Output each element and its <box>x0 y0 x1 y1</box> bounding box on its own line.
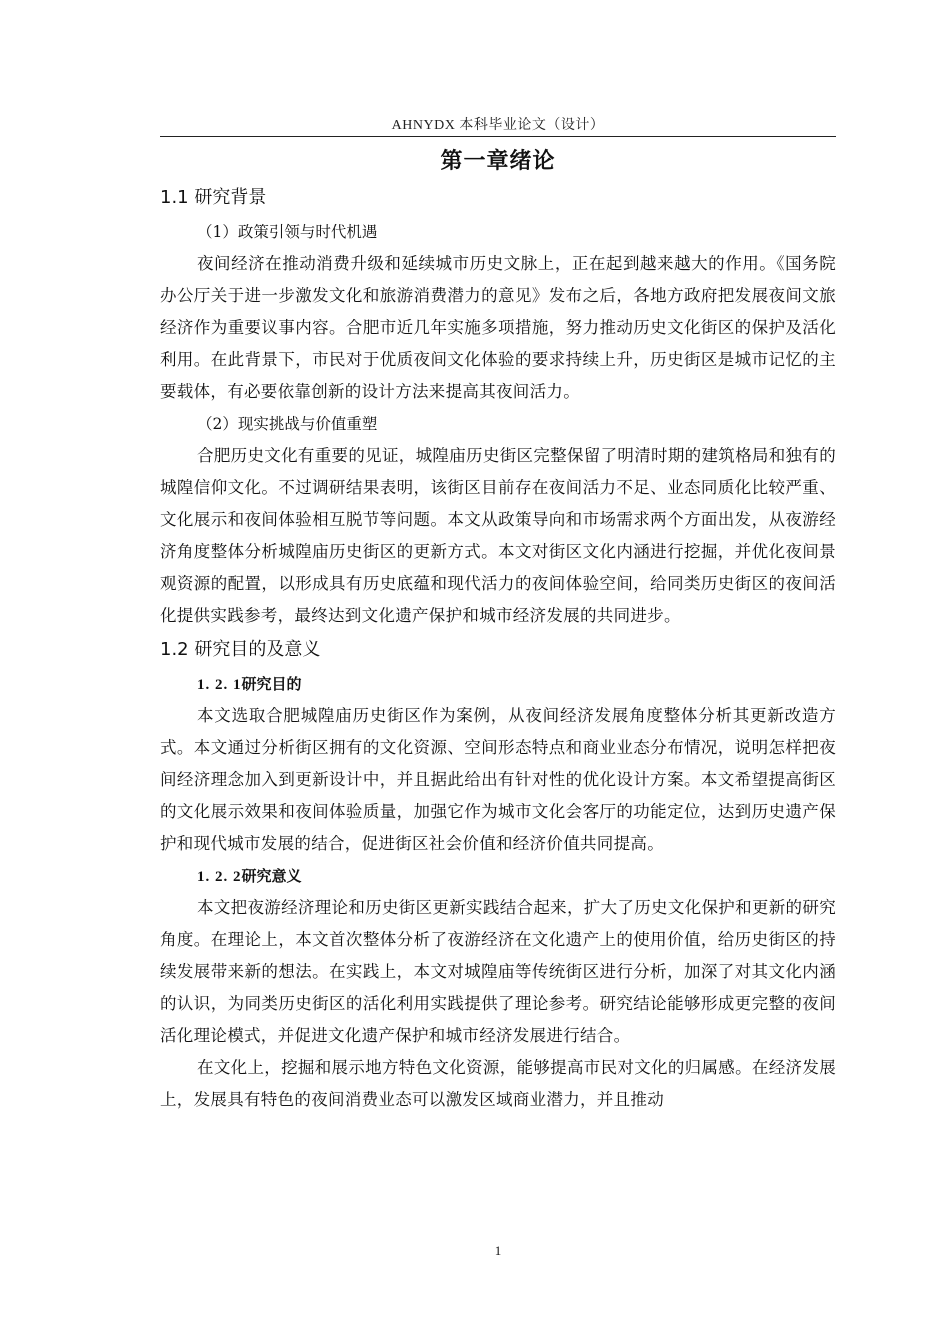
subsection-title: 研究目的 <box>241 675 302 693</box>
paragraph-culture-economy: 在文化上，挖掘和展示地方特色文化资源，能够提高市民对文化的归属感。在经济发展上，发展具有特色的夜间消费业态可以激发区域商业潜力，并且推动 <box>160 1058 836 1109</box>
section-heading-1-2: 1.2 研究目的及意义 <box>160 639 321 660</box>
header-rule <box>160 136 836 137</box>
paragraph-purpose: 本文选取合肥城隍庙历史街区作为案例，从夜间经济发展角度整体分析其更新改造方式。本文通过分析街区拥有的文化资源、空间形态特点和商业业态分布情况，说明怎样把夜间经济理念加入到更新设计中，并且据此给出有针对性的优化设计方案。本文希望提高街区的文化展示效果和夜间体验质量，加强它作为城市文化会客厅的功能定位，达到历史遗产保护和现代城市发展的结合，促进街区社会价值和经济价值共同提高。 <box>160 706 836 853</box>
subsection-title: 研究意义 <box>241 867 302 885</box>
subsection-number: 1. 2. 2 <box>197 869 242 885</box>
paragraph-policy: 夜间经济在推动消费升级和延续城市历史文脉上，正在起到越来越大的作用。《国务院办公厅关于进一步激发文化和旅游消费潜力的意见》发布之后，各地方政府把发展夜间文旅经济作为重要议事内容。合肥市近几年实施多项措施，努力推动历史文化街区的保护及活化利用。在此背景下，市民对于优质夜间文化体验的要求持续上升，历史街区是城市记忆的主要载体，有必要依靠创新的设计方法来提高其夜间活力。 <box>160 254 836 401</box>
page-content <box>160 144 836 1116</box>
subsection-heading-1-2-1 <box>160 668 836 700</box>
subsection-heading-1-2-2 <box>160 860 836 892</box>
running-header: AHNYDX 本科毕业论文（设计） <box>391 118 605 133</box>
chapter-title: 第一章绪论 <box>440 149 556 174</box>
subheading-challenge: （2）现实挑战与价值重塑 <box>197 415 378 433</box>
paragraph-challenge: 合肥历史文化有重要的见证，城隍庙历史街区完整保留了明清时期的建筑格局和独有的城隍信仰文化。不过调研结果表明，该街区目前存在夜间活力不足、业态同质化比较严重、文化展示和夜间体验相互脱节等问题。本文从政策导向和市场需求两个方面出发，从夜游经济角度整体分析城隍庙历史街区的更新方式。本文对街区文化内涵进行挖掘，并优化夜间景观资源的配置，以形成具有历史底蕴和现代活力的夜间体验空间，给同类历史街区的夜间活化提供实践参考，最终达到文化遗产保护和城市经济发展的共同进步。 <box>160 446 836 625</box>
paragraph-significance: 本文把夜游经济理论和历史街区更新实践结合起来，扩大了历史文化保护和更新的研究角度。在理论上，本文首次整体分析了夜游经济在文化遗产上的使用价值，给历史街区的持续发展带来新的想法。在实践上，本文对城隍庙等传统街区进行分析，加深了对其文化内涵的认识，为同类历史街区的活化利用实践提供了理论参考。研究结论能够形成更完整的夜间活化理论模式，并促进文化遗产保护和城市经济发展进行结合。 <box>160 898 836 1045</box>
section-heading-1-1: 1.1 研究背景 <box>160 187 267 208</box>
subsection-number: 1. 2. 1 <box>197 677 242 693</box>
subheading-policy: （1）政策引领与时代机遇 <box>197 223 378 241</box>
page-number: 1 <box>494 1243 502 1258</box>
